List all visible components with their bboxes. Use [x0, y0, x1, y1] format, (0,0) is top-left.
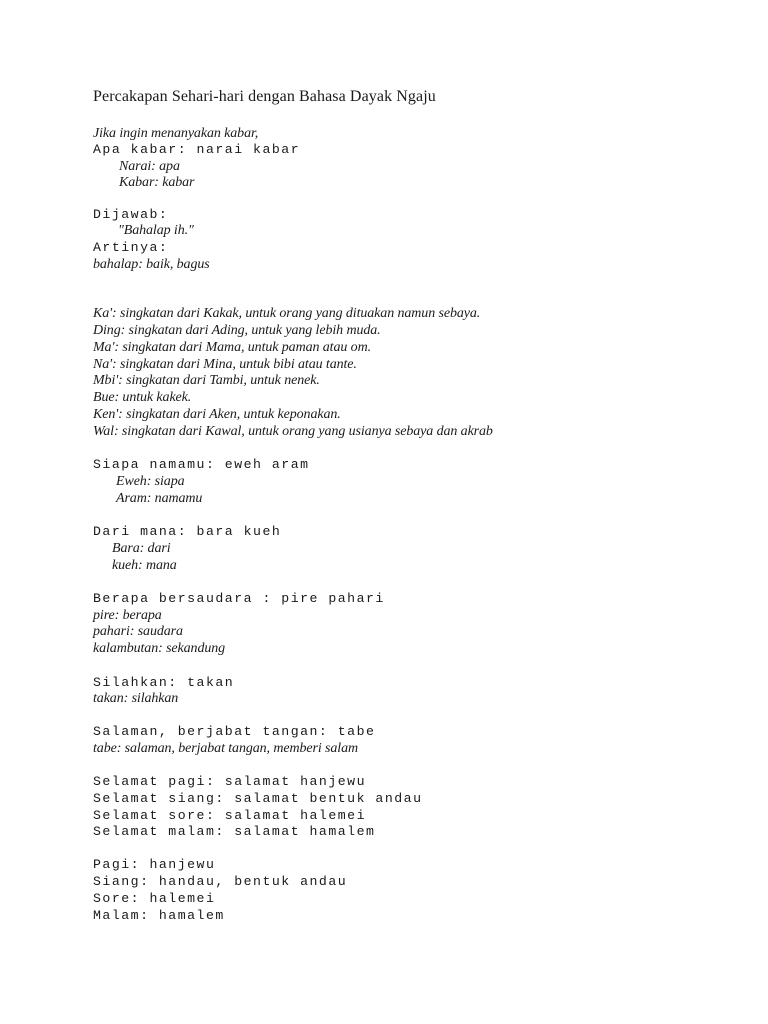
dari-kueh: kueh: mana	[112, 558, 177, 573]
siapa-eweh: Eweh: siapa	[116, 474, 185, 489]
saudara-kalambutan: kalambutan: sekandung	[93, 641, 226, 656]
siapa-phrase: Siapa namamu: eweh aram	[93, 457, 310, 472]
artinya-label: Artinya:	[93, 240, 169, 255]
sapaan-line: Bue: untuk kakek.	[93, 390, 192, 405]
greeting-line: Selamat siang: salamat bentuk andau	[93, 791, 423, 806]
time-line: Sore: halemei	[93, 891, 216, 906]
salaman-tabe: tabe: salaman, berjabat tangan, memberi salam	[93, 741, 358, 756]
saudara-pahari: pahari: saudara	[93, 624, 183, 639]
silahkan-takan: takan: silahkan	[93, 691, 179, 706]
kabar-intro: Jika ingin menanyakan kabar,	[93, 126, 259, 141]
time-line: Pagi: hanjewu	[93, 857, 216, 872]
dijawab-answer: "Bahalap ih."	[118, 223, 194, 238]
kabar-phrase: Apa kabar: narai kabar	[93, 142, 301, 157]
salaman-phrase: Salaman, berjabat tangan: tabe	[93, 724, 376, 739]
sapaan-line: Na': singkatan dari Mina, untuk bibi atau tante.	[93, 357, 357, 372]
dari-bara: Bara: dari	[112, 541, 171, 556]
dari-phrase: Dari mana: bara kueh	[93, 524, 282, 539]
sapaan-line: Ma': singkatan dari Mama, untuk paman atau om.	[93, 340, 371, 355]
greeting-line: Selamat sore: salamat halemei	[93, 808, 366, 823]
saudara-phrase: Berapa bersaudara : pire pahari	[93, 591, 385, 606]
siapa-aram: Aram: namamu	[116, 491, 203, 506]
dijawab-label: Dijawab:	[93, 207, 169, 222]
saudara-pire: pire: berapa	[93, 608, 162, 623]
greeting-line: Selamat malam: salamat hamalem	[93, 824, 376, 839]
kabar-kabar: Kabar: kabar	[119, 175, 195, 190]
page-title: Percakapan Sehari-hari dengan Bahasa Dayak Ngaju	[93, 88, 436, 105]
time-line: Siang: handau, bentuk andau	[93, 874, 348, 889]
kabar-narai: Narai: apa	[119, 159, 180, 174]
greeting-line: Selamat pagi: salamat hanjewu	[93, 774, 366, 789]
sapaan-line: Ding: singkatan dari Ading, untuk yang lebih muda.	[93, 323, 381, 338]
sapaan-line: Ka': singkatan dari Kakak, untuk orang yang dituakan namun sebaya.	[93, 306, 481, 321]
silahkan-phrase: Silahkan: takan	[93, 675, 235, 690]
sapaan-line: Wal: singkatan dari Kawal, untuk orang yang usianya sebaya dan akrab	[93, 424, 493, 439]
sapaan-line: Ken': singkatan dari Aken, untuk keponakan.	[93, 407, 341, 422]
sapaan-line: Mbi': singkatan dari Tambi, untuk nenek.	[93, 373, 320, 388]
time-line: Malam: hamalem	[93, 908, 225, 923]
dijawab-meaning: bahalap: baik, bagus	[93, 257, 210, 272]
